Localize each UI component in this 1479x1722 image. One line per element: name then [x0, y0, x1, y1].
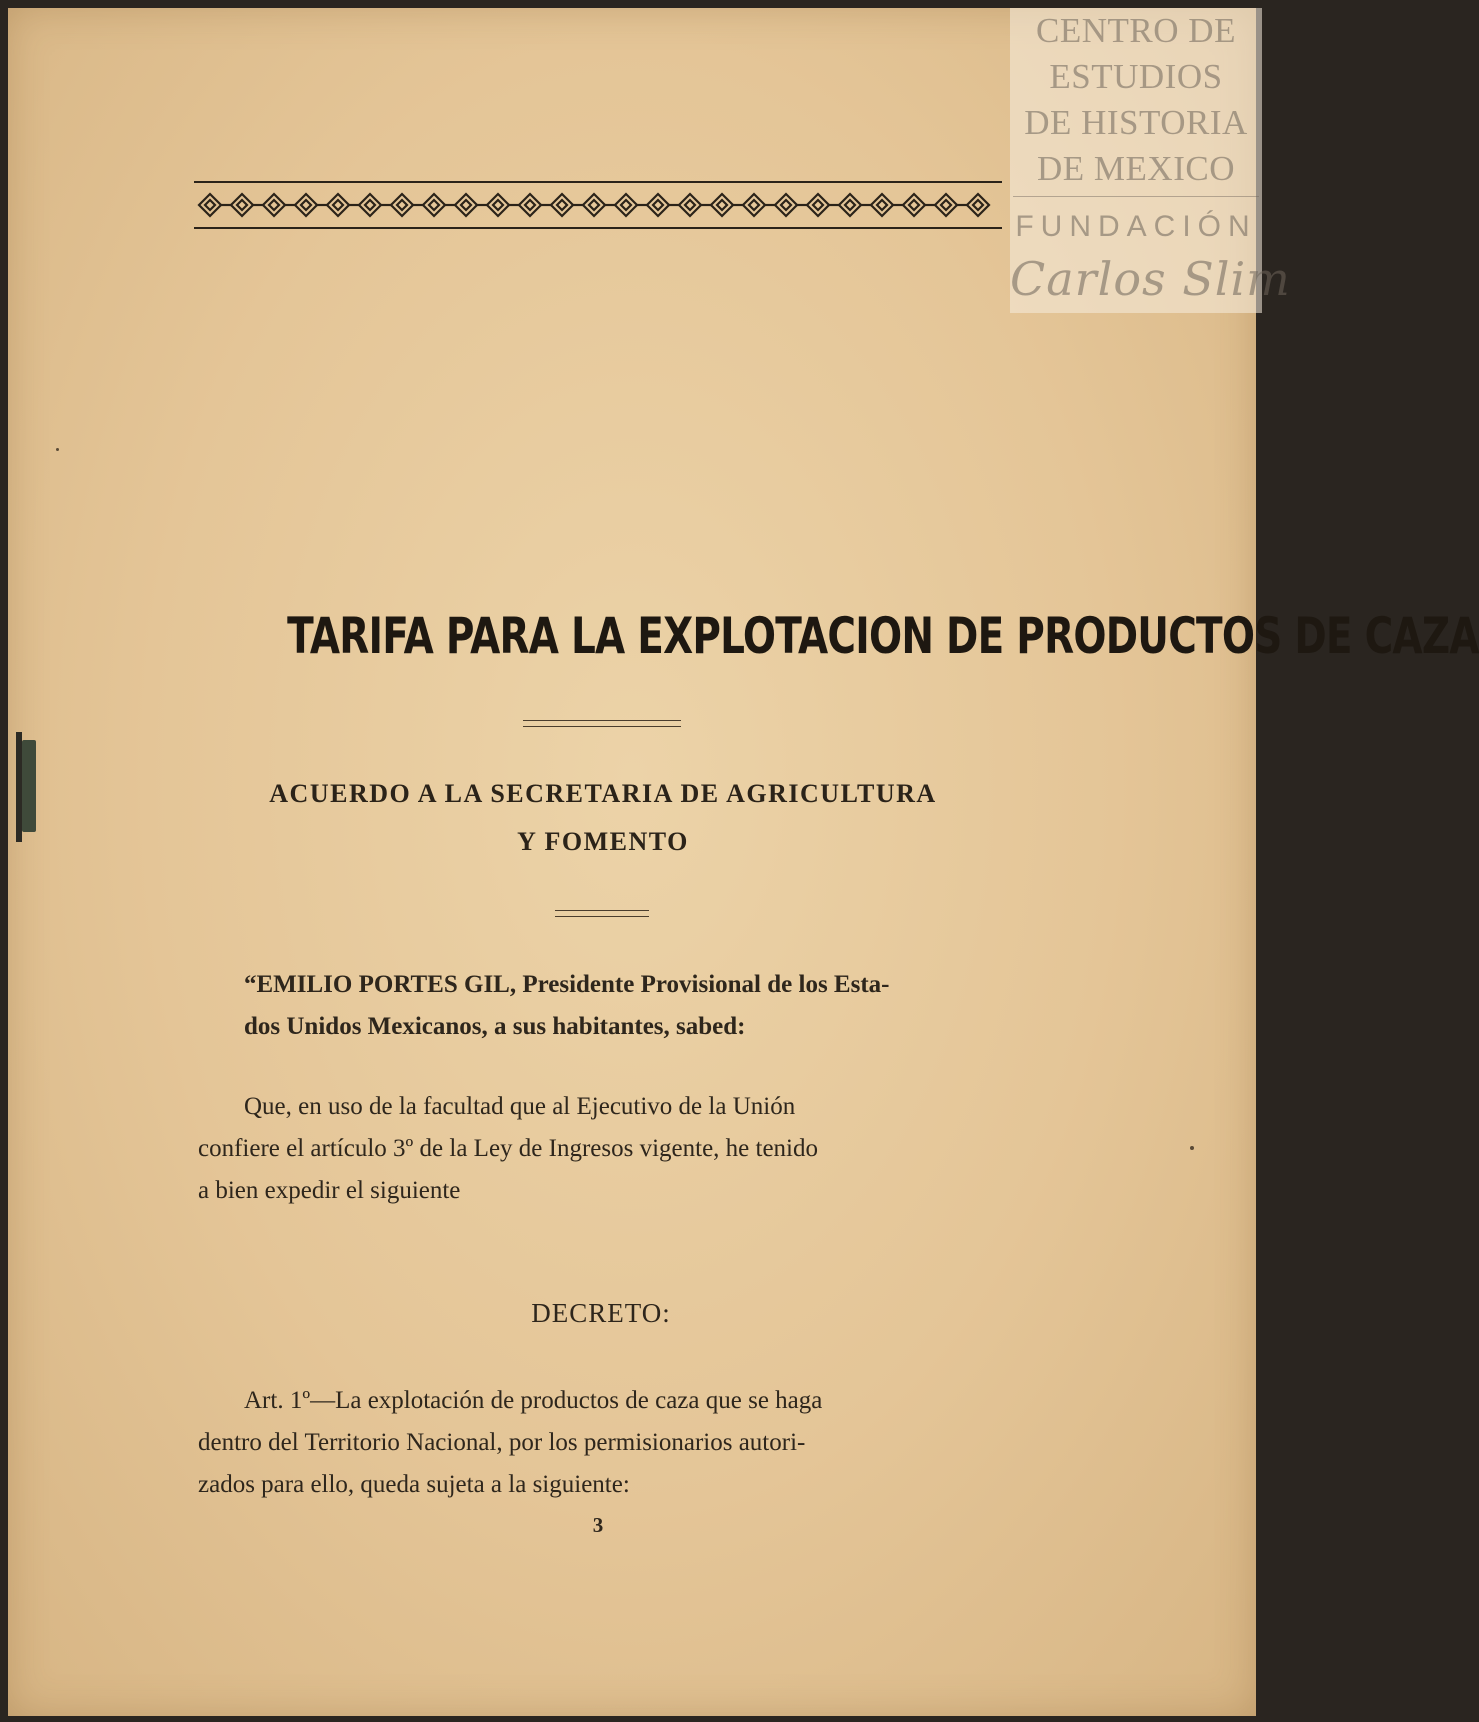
ornament-motif [327, 194, 349, 216]
watermark-signature: Carlos Slim [1010, 252, 1291, 306]
ornament-motif [807, 194, 829, 216]
ornament-motif [199, 194, 221, 216]
que-paragraph [198, 1086, 1004, 1212]
ornament-motif [839, 194, 861, 216]
ornament-motif [615, 194, 637, 216]
ornament-motif [967, 194, 989, 216]
subtitle-line: Y FOMENTO [517, 827, 689, 856]
subtitle-line: ACUERDO A LA SECRETARIA DE AGRICULTURA [269, 779, 937, 808]
ornament-motif [231, 194, 253, 216]
ornament-motif [391, 194, 413, 216]
text-line: dentro del Territorio Nacional, por los permisionarios autori- [198, 1429, 806, 1456]
text-line: Que, en uso de la facultad que al Ejecutivo de la Unión [244, 1093, 796, 1120]
ornament-motif [711, 194, 733, 216]
double-rule [523, 720, 681, 727]
ornament-motif [679, 194, 701, 216]
watermark-foundation: FUNDACIÓN [1015, 210, 1257, 243]
ornament-motif [455, 194, 477, 216]
ornament-motif [583, 194, 605, 216]
ornament-motif [647, 194, 669, 216]
watermark-divider [1013, 196, 1259, 197]
watermark [1010, 8, 1291, 313]
watermark-line: DE HISTORIA [1024, 103, 1248, 142]
ornament-motif [263, 194, 285, 216]
ornament-motif [871, 194, 893, 216]
document-subtitle [198, 770, 1008, 866]
ornament-motif [935, 194, 957, 216]
decreto-heading: DECRETO: [531, 1298, 671, 1328]
document-title: TARIFA PARA LA EXPLOTACION DE PRODUCTOS DE CAZA [287, 607, 1479, 665]
text-line: dos Unidos Mexicanos, a sus habitantes, sabed: [244, 1013, 746, 1040]
binding-clip [22, 740, 36, 832]
article-paragraph [198, 1380, 1004, 1506]
watermark-line: DE MEXICO [1037, 149, 1235, 188]
ornament-motif [359, 194, 381, 216]
text-line: confiere el artículo 3º de la Ley de Ingresos vigente, he tenido [198, 1135, 819, 1162]
watermark-line: CENTRO DE [1036, 11, 1236, 50]
text-line: zados para ello, queda sujeta a la siguiente: [198, 1471, 630, 1498]
watermark-line: ESTUDIOS [1049, 57, 1223, 96]
ornament-motif [903, 194, 925, 216]
text-line: Art. 1º—La explotación de productos de caza que se haga [244, 1387, 823, 1414]
text-line: a bien expedir el siguiente [198, 1177, 461, 1204]
ornament-motif [775, 194, 797, 216]
ornament-motif [551, 194, 573, 216]
ornament-motif [487, 194, 509, 216]
text-line: “EMILIO PORTES GIL, Presidente Provisional de los Esta- [244, 971, 890, 998]
ornament-motif [743, 194, 765, 216]
document-page [8, 8, 1479, 1716]
ornament-motif [423, 194, 445, 216]
paper-speck [56, 448, 59, 451]
ornament-motif [295, 194, 317, 216]
ornament-motif [519, 194, 541, 216]
intro-paragraph [198, 964, 1004, 1048]
ornamental-border [194, 176, 1002, 236]
paper-speck [1190, 1146, 1194, 1150]
page-number: 3 [592, 1513, 604, 1537]
double-rule [555, 910, 649, 917]
